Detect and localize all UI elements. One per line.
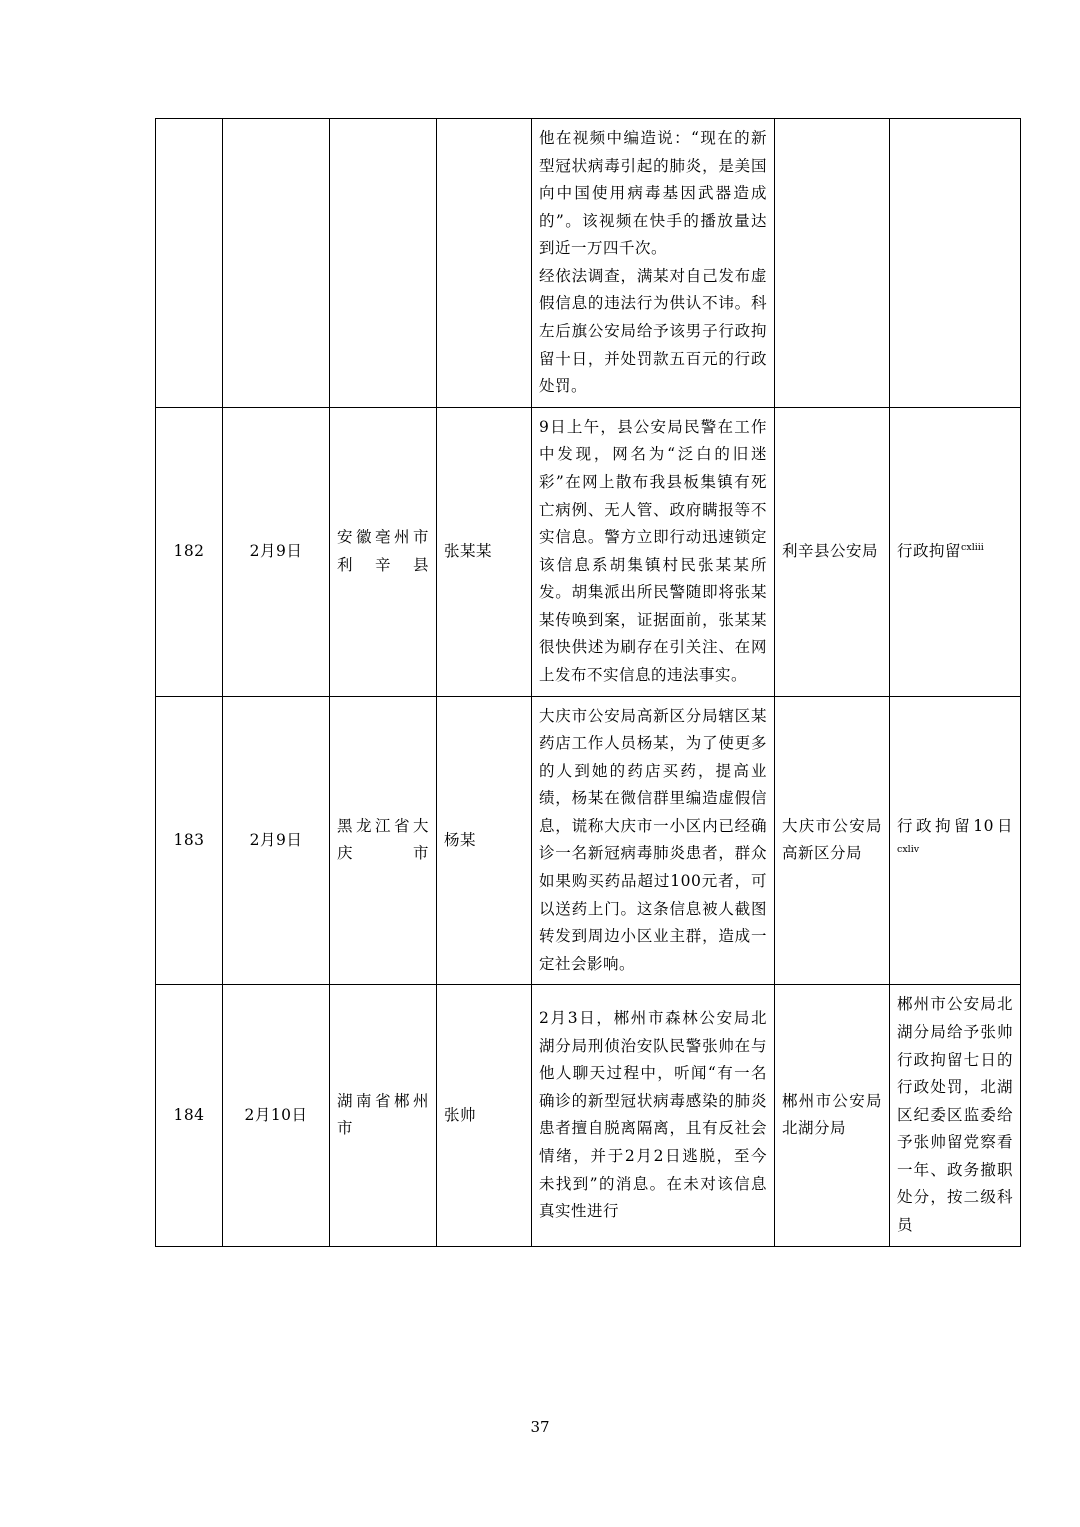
cell-description bbox=[532, 985, 775, 1246]
cell-organization: 利辛县公安局 bbox=[775, 407, 890, 696]
description-paragraph: 他在视频中编造说：“现在的新型冠状病毒引起的肺炎，是美国向中国使用病毒基因武器造成的”。该视频在快手的播放量达到近一万四千次。 bbox=[539, 129, 767, 258]
cell-number: 184 bbox=[156, 985, 223, 1246]
cell-punishment bbox=[890, 119, 1021, 408]
cell-person-name: 张帅 bbox=[437, 985, 532, 1246]
cell-person-name: 杨某 bbox=[437, 696, 532, 985]
page-number: 37 bbox=[530, 1418, 550, 1436]
cell-punishment bbox=[890, 407, 1021, 696]
table-row bbox=[156, 119, 1021, 408]
cell-date: 2月9日 bbox=[223, 696, 330, 985]
cell-date: 2月9日 bbox=[223, 407, 330, 696]
cell-person-name bbox=[437, 119, 532, 408]
cell-punishment bbox=[890, 696, 1021, 985]
cell-place: 黑龙江省大庆市 bbox=[330, 696, 437, 985]
description-paragraph: 大庆市公安局高新区分局辖区某药店工作人员杨某，为了使更多的人到她的药店买药，提高业绩，杨某在微信群里编造虚假信息，谎称大庆市一小区内已经确诊一名新冠病毒肺炎患者，群众如果购买药品超过100元者，可以送药上门。这条信息被人截图转发到周边小区业主群，造成一定社会影响。 bbox=[539, 706, 767, 973]
table-row bbox=[156, 985, 1021, 1246]
cell-person-name: 张某某 bbox=[437, 407, 532, 696]
cell-date: 2月10日 bbox=[223, 985, 330, 1246]
cell-place: 安徽亳州市利辛县 bbox=[330, 407, 437, 696]
footnote-marker: cxliii bbox=[961, 541, 984, 553]
cell-punishment: 郴州市公安局北湖分局给予张帅行政拘留七日的行政处罚，北湖区纪委区监委给予张帅留党察看一年、政务撤职处分，按二级科员 bbox=[890, 985, 1021, 1246]
cell-number: 183 bbox=[156, 696, 223, 985]
cell-organization bbox=[775, 119, 890, 408]
cell-organization: 大庆市公安局高新区分局 bbox=[775, 696, 890, 985]
cell-organization: 郴州市公安局北湖分局 bbox=[775, 985, 890, 1246]
table-row bbox=[156, 696, 1021, 985]
cell-description bbox=[532, 696, 775, 985]
description-paragraph: 9日上午，县公安局民警在工作中发现，网名为“泛白的旧迷彩”在网上散布我县板集镇有死亡病例、无人管、政府瞒报等不实信息。警方立即行动迅速锁定该信息系胡集镇村民张某某所发。胡集派出所民警随即将张某某传唤到案，证据面前，张某某很快供述为刷存在引关注、在网上发布不实信息的违法事实。 bbox=[539, 417, 767, 684]
cell-place: 湖南省郴州市 bbox=[330, 985, 437, 1246]
footnote-marker: cxliv bbox=[897, 844, 920, 856]
cell-description bbox=[532, 119, 775, 408]
cell-description bbox=[532, 407, 775, 696]
cell-date bbox=[223, 119, 330, 408]
description-paragraph: 经依法调查，满某对自己发布虚假信息的违法行为供认不讳。科左后旗公安局给予该男子行政拘留十日，并处罚款五百元的行政处罚。 bbox=[539, 266, 767, 396]
punishment-text: 行政拘留10日 bbox=[897, 816, 1013, 835]
punishment-text: 行政拘留 bbox=[897, 541, 962, 560]
cell-number bbox=[156, 119, 223, 408]
table-row bbox=[156, 407, 1021, 696]
incident-table bbox=[155, 118, 1021, 1247]
description-paragraph: 2月3日，郴州市森林公安局北湖分局刑侦治安队民警张帅在与他人聊天过程中，听闻“有一名确诊的新型冠状病毒感染的肺炎患者擅自脱离隔离，且有反社会情绪，并于2月2日逃脱，至今未找到”的消息。在未对该信息真实性进行 bbox=[539, 1009, 767, 1221]
cell-number: 182 bbox=[156, 407, 223, 696]
cell-place bbox=[330, 119, 437, 408]
